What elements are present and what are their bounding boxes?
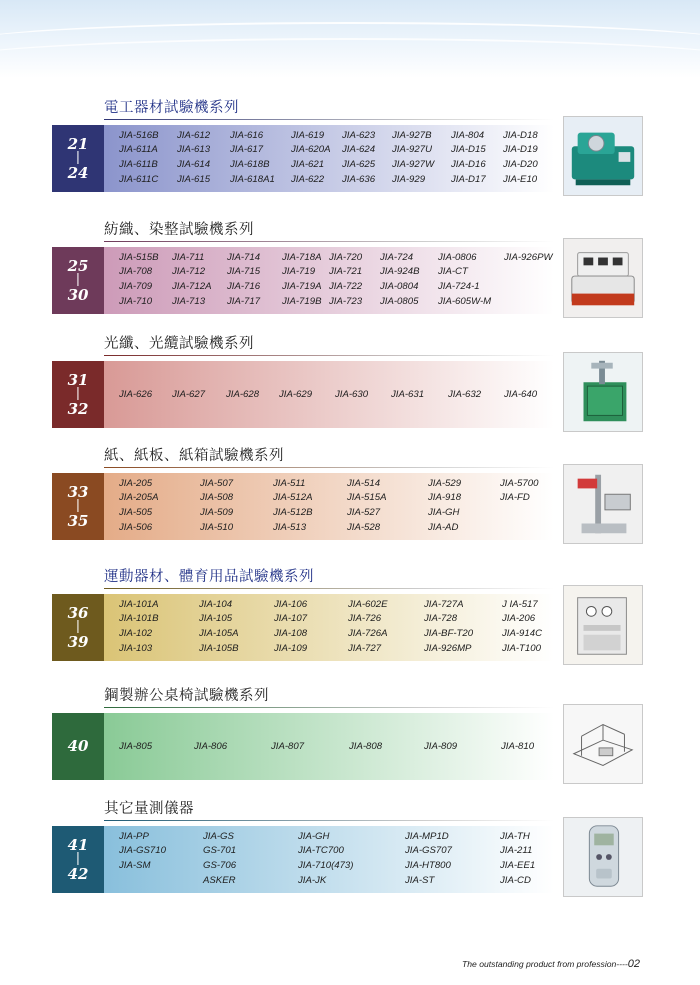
model-code: JIA-718A (282, 252, 322, 263)
model-code: JIA-103 (119, 643, 153, 654)
model-code: JIA-618B (230, 159, 270, 170)
model-code: JIA-104 (199, 599, 233, 610)
section-title-underline (104, 241, 554, 242)
page-range-to: 39 (67, 632, 89, 651)
model-code: JIA-101B (119, 613, 159, 624)
page-range-separator: | (75, 272, 81, 288)
model-code: JIA-713 (172, 296, 206, 307)
model-code: JIA-616 (230, 130, 264, 141)
section-title-underline (104, 588, 554, 589)
model-code: JIA-721 (329, 266, 363, 277)
section-title-underline (104, 707, 554, 708)
model-code: JIA-109 (274, 643, 308, 654)
model-code: JIA-CD (500, 875, 531, 886)
model-codes (52, 473, 554, 540)
model-code: JIA-102 (119, 628, 153, 639)
model-code: JIA-617 (230, 144, 264, 155)
section-title-underline (104, 820, 554, 821)
page-footer (462, 958, 640, 970)
model-codes (52, 125, 554, 192)
model-code: JIA-805 (119, 741, 153, 752)
wire-bending-tester-photo (563, 116, 643, 196)
model-code: JIA-630 (335, 389, 369, 400)
model-list-band (52, 125, 554, 192)
model-code: JIA-926MP (424, 643, 472, 654)
model-code: JIA-D18 (503, 130, 538, 141)
model-code: JIA-205 (119, 478, 153, 489)
page-range-separator: | (75, 150, 81, 166)
page-range-from: 21 (67, 135, 89, 154)
model-codes (52, 361, 554, 428)
model-code: JIA-505 (119, 507, 153, 518)
optical-fiber-tester-photo (563, 352, 643, 432)
section-title: 光纖、光纜試驗機系列 (104, 336, 254, 352)
model-code: JIA-626 (119, 389, 153, 400)
model-code: JIA-726 (348, 613, 382, 624)
model-code: JIA-D20 (503, 159, 538, 170)
model-code: JIA-719B (282, 296, 322, 307)
section-title-underline (104, 467, 554, 468)
page-range-to: 35 (67, 511, 89, 530)
model-code: JIA-529 (428, 478, 462, 489)
model-code: JIA-508 (200, 492, 234, 503)
model-code: JIA-632 (448, 389, 482, 400)
model-code: JIA-515A (347, 492, 387, 503)
model-code: JIA-810 (501, 741, 535, 752)
model-code: JIA-5700 (500, 478, 539, 489)
model-code: JIA-GH (428, 507, 460, 518)
model-code: JIA-926PW (504, 252, 553, 263)
model-code: JIA-613 (177, 144, 211, 155)
model-code: JIA-206 (502, 613, 536, 624)
model-code: JIA-TC700 (298, 845, 344, 856)
model-code: JIA-724-1 (438, 281, 480, 292)
section-title: 其它量測儀器 (104, 801, 194, 817)
model-code: JIA-614 (177, 159, 211, 170)
model-code: GS-701 (203, 845, 237, 856)
model-code: JIA-631 (391, 389, 425, 400)
model-code: JIA-D19 (503, 144, 538, 155)
page-number: 02 (627, 958, 640, 970)
model-code: JIA-728 (424, 613, 458, 624)
model-code: JIA-GH (298, 831, 330, 842)
model-code: JIA-636 (342, 174, 376, 185)
model-code: JIA-628 (226, 389, 260, 400)
model-code: JIA-ST (405, 875, 435, 886)
page-range-from: 33 (67, 483, 89, 502)
model-code: JIA-EE1 (500, 860, 536, 871)
textile-dyeing-tester-photo (563, 238, 643, 318)
model-code: JIA-710 (119, 296, 153, 307)
model-code: JIA-807 (271, 741, 305, 752)
model-code: JIA-727 (348, 643, 382, 654)
model-code: JIA-623 (342, 130, 376, 141)
page-range-from: 31 (67, 371, 89, 390)
model-code: JIA-GS707 (405, 845, 452, 856)
model-code: JIA-611A (119, 144, 158, 155)
model-code: JIA-715 (227, 266, 261, 277)
model-code: JIA-T100 (502, 643, 541, 654)
section-title: 紙、紙板、紙箱試驗機系列 (104, 448, 284, 464)
model-code: JIA-714 (227, 252, 261, 263)
model-code: JIA-205A (119, 492, 159, 503)
model-code: JIA-927W (392, 159, 435, 170)
model-code: JIA-716 (227, 281, 261, 292)
model-code: JIA-515B (119, 252, 159, 263)
model-code: JIA-507 (200, 478, 234, 489)
model-code: JIA-620A (291, 144, 331, 155)
model-code: JIA-712A (172, 281, 212, 292)
section-title-underline (104, 355, 554, 356)
model-list-band (52, 826, 554, 893)
model-list-band (52, 594, 554, 661)
model-code: JIA-611C (119, 174, 159, 185)
model-code: JIA-719A (282, 281, 322, 292)
model-code: JIA-MP1D (405, 831, 449, 842)
model-code: JIA-914C (502, 628, 542, 639)
model-list-band (52, 361, 554, 428)
model-code: JIA-0806 (438, 252, 477, 263)
model-code: JIA-622 (291, 174, 325, 185)
model-code: JIA-D16 (451, 159, 486, 170)
model-code: JIA-724 (380, 252, 414, 263)
page-range-from: 36 (67, 604, 89, 623)
section-title-underline (104, 119, 554, 120)
model-code: JIA-527 (347, 507, 381, 518)
paper-tester-photo (563, 464, 643, 544)
model-code: JIA-806 (194, 741, 228, 752)
model-code: JIA-510 (200, 522, 234, 533)
page-range-from: 40 (67, 737, 89, 756)
model-code: JIA-727A (424, 599, 464, 610)
model-code: JIA-SM (119, 860, 151, 871)
model-code: JIA-809 (424, 741, 458, 752)
model-code: JIA-927B (392, 130, 432, 141)
model-code: JIA-E10 (503, 174, 538, 185)
model-code: JIA-723 (329, 296, 363, 307)
model-code: JIA-717 (227, 296, 261, 307)
section-title: 紡織、染整試驗機系列 (104, 222, 254, 238)
model-code: JIA-929 (392, 174, 426, 185)
model-codes (52, 826, 554, 893)
model-code: JIA-105A (199, 628, 239, 639)
model-code: JIA-615 (177, 174, 211, 185)
model-code: JIA-106 (274, 599, 308, 610)
model-code: JIA-710(473) (298, 860, 354, 871)
model-code: JIA-JK (298, 875, 327, 886)
section-title: 鋼製辦公桌椅試驗機系列 (104, 688, 269, 704)
model-code: JIA-612 (177, 130, 211, 141)
sports-equipment-tester-photo (563, 585, 643, 665)
model-code: JIA-625 (342, 159, 376, 170)
model-code: JIA-105B (199, 643, 239, 654)
model-code: JIA-605W-M (438, 296, 492, 307)
model-code: JIA-D15 (451, 144, 486, 155)
model-code: JIA-712 (172, 266, 206, 277)
model-list-band (52, 473, 554, 540)
model-code: JIA-726A (348, 628, 388, 639)
model-codes (52, 247, 554, 314)
top-decorative-band (0, 0, 700, 78)
model-code: JIA-619 (291, 130, 325, 141)
model-code: JIA-918 (428, 492, 462, 503)
section-title: 電工器材試驗機系列 (104, 100, 239, 116)
model-code: JIA-611B (119, 159, 158, 170)
model-code: JIA-711 (172, 252, 205, 263)
model-code: JIA-BF-T20 (424, 628, 474, 639)
model-code: JIA-513 (273, 522, 307, 533)
model-code: JIA-TH (500, 831, 530, 842)
model-code: JIA-105 (199, 613, 233, 624)
model-code: JIA-516B (119, 130, 159, 141)
model-code: JIA-509 (200, 507, 234, 518)
model-code: JIA-720 (329, 252, 363, 263)
model-code: JIA-624 (342, 144, 376, 155)
section-title: 運動器材、體育用品試驗機系列 (104, 569, 314, 585)
page-range-separator: | (75, 851, 81, 867)
model-code: JIA-640 (504, 389, 538, 400)
model-code: JIA-722 (329, 281, 363, 292)
page-range-to: 30 (67, 285, 89, 304)
model-code: JIA-0804 (380, 281, 419, 292)
model-code: JIA-618A1 (230, 174, 275, 185)
page-range-separator: | (75, 498, 81, 514)
model-code: JIA-506 (119, 522, 153, 533)
model-code: JIA-512A (273, 492, 313, 503)
model-code: JIA-D17 (451, 174, 486, 185)
model-code: JIA-514 (347, 478, 381, 489)
model-list-band (52, 247, 554, 314)
model-code: JIA-808 (349, 741, 383, 752)
model-code: JIA-512B (273, 507, 313, 518)
page-range-separator: | (75, 386, 81, 402)
model-code: JIA-629 (279, 389, 313, 400)
model-code: JIA-708 (119, 266, 153, 277)
page-range-to: 32 (67, 399, 89, 418)
handheld-meter-photo (563, 817, 643, 897)
model-code: JIA-924B (380, 266, 420, 277)
page-range-from: 25 (67, 257, 89, 276)
model-code: JIA-107 (274, 613, 308, 624)
model-code: JIA-627 (172, 389, 206, 400)
model-code: JIA-211 (500, 845, 533, 856)
model-code: JIA-511 (273, 478, 306, 489)
page-range-to: 24 (67, 163, 89, 182)
page-range-to: 42 (67, 864, 89, 883)
model-code: JIA-HT800 (405, 860, 451, 871)
model-code: ASKER (203, 875, 236, 886)
model-code: JIA-602E (348, 599, 388, 610)
model-code: JIA-927U (392, 144, 432, 155)
model-code: JIA-709 (119, 281, 153, 292)
model-code: JIA-GS710 (119, 845, 166, 856)
page-range-from: 41 (67, 836, 89, 855)
model-code: JIA-804 (451, 130, 485, 141)
footer-tagline: The outstanding product from profession---- (462, 959, 628, 969)
model-code: JIA-PP (119, 831, 149, 842)
model-code: JIA-0805 (380, 296, 419, 307)
model-code: JIA-528 (347, 522, 381, 533)
page-range-separator: | (75, 619, 81, 635)
model-list-band (52, 713, 554, 780)
model-code: JIA-GS (203, 831, 234, 842)
model-code: J IA-517 (502, 599, 538, 610)
model-codes (52, 713, 554, 780)
model-code: JIA-AD (428, 522, 459, 533)
model-code: GS-706 (203, 860, 237, 871)
model-code: JIA-101A (119, 599, 159, 610)
model-code: JIA-108 (274, 628, 308, 639)
model-code: JIA-CT (438, 266, 468, 277)
model-code: JIA-719 (282, 266, 316, 277)
model-code: JIA-FD (500, 492, 530, 503)
model-codes (52, 594, 554, 661)
model-code: JIA-621 (291, 159, 325, 170)
office-furniture-tester-photo (563, 704, 643, 784)
